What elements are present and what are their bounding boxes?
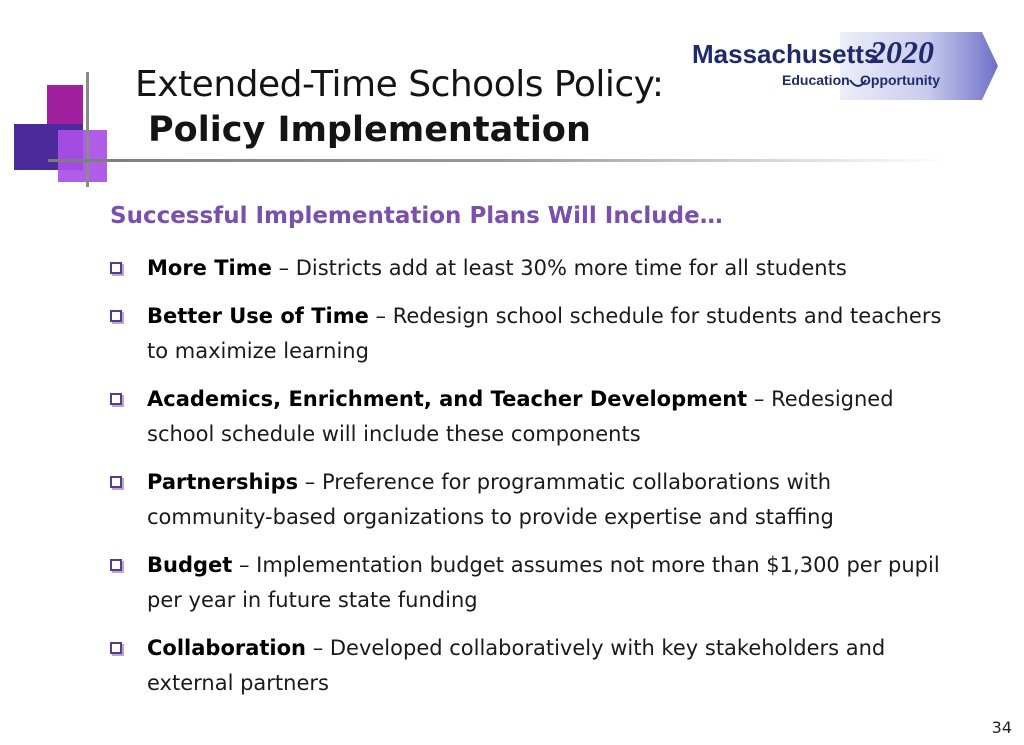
logo-tagline-left: Education <box>782 72 850 88</box>
square-bullet-icon <box>110 559 122 571</box>
bullet-term: Budget <box>147 553 233 577</box>
list-item <box>110 251 950 286</box>
slide-title-line-2: Policy Implementation <box>148 110 591 150</box>
logo-word: Massachusetts <box>692 39 879 69</box>
slide-title-line-1: Extended-Time Schools Policy: <box>135 64 664 105</box>
square-bullet-icon <box>110 310 122 322</box>
bullet-text: – Implementation budget assumes not more than $1,300 per pupil per year in future state funding <box>147 553 940 612</box>
list-item <box>110 382 950 452</box>
bullet-text: – Districts add at least 30% more time for all students <box>271 256 847 280</box>
bullet-text: – Preference for programmatic collaborations with community-based organizations to provide expertise and staffing <box>147 470 834 529</box>
bullet-term: Better Use of Time <box>147 304 369 328</box>
list-item <box>110 299 950 369</box>
bullet-text: – Developed collaboratively with key stakeholders and external partners <box>147 636 886 695</box>
logo-tagline-right: Opportunity <box>860 72 941 88</box>
bullet-term: More Time <box>147 256 272 280</box>
list-item <box>110 631 950 701</box>
square-bullet-icon <box>110 642 122 654</box>
logo-year: 2020 <box>870 34 934 70</box>
square-bullet-icon <box>110 393 122 405</box>
decorative-square-violet <box>58 130 107 182</box>
bullet-text: – Redesigned school schedule will include these components <box>147 387 894 446</box>
massachusetts-2020-logo <box>690 30 998 102</box>
bullet-term: Collaboration <box>147 636 307 660</box>
bullet-text: – Redesign school schedule for students and teachers to maximize learning <box>147 304 942 363</box>
list-item <box>110 548 950 618</box>
decorative-square-magenta <box>47 85 83 128</box>
title-underline-rule <box>48 159 948 162</box>
bullet-term: Partnerships <box>147 470 299 494</box>
list-item <box>110 465 950 535</box>
bullet-term: Academics, Enrichment, and Teacher Development <box>147 387 748 411</box>
square-bullet-icon <box>110 262 122 274</box>
decorative-vertical-rule <box>86 72 89 187</box>
section-subheading: Successful Implementation Plans Will Include… <box>110 203 723 229</box>
bullet-list <box>110 251 950 714</box>
page-number: 34 <box>991 718 1012 737</box>
logo-graphic <box>690 30 998 102</box>
square-bullet-icon <box>110 476 122 488</box>
